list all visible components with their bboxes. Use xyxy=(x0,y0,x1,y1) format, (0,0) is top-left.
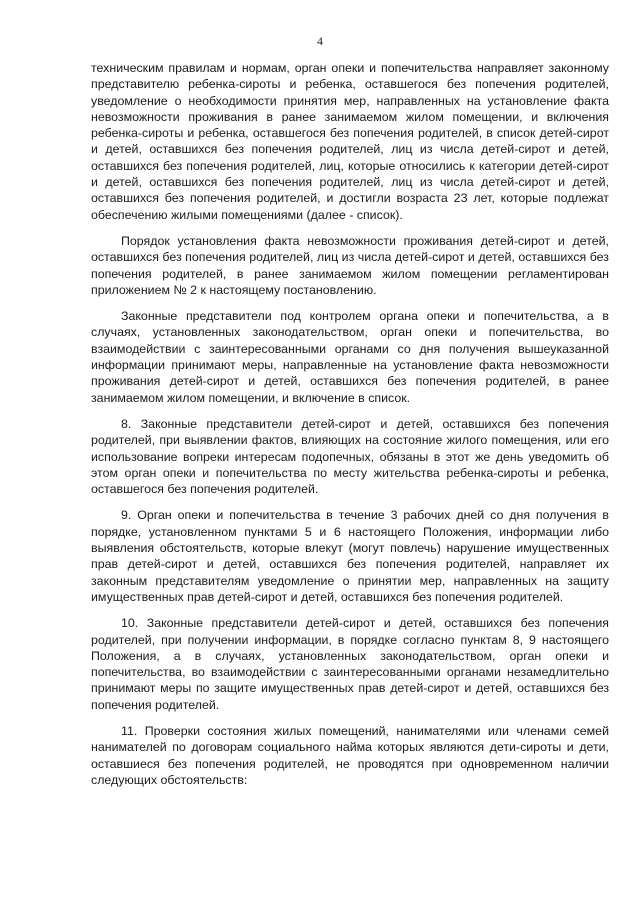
paragraph-item-10: 10. Законные представители детей-сирот и детей, оставшихся без попечения родителей, при получении информации, в порядке согласно пунктам 8, 9 настоящего Положения, а в случаях, установленных законодательством, орган опеки и попечительства, во взаимодействии с заинтересованными органами незамедлительно принимают меры по защите имущественных прав детей-сирот и детей, оставшихся без попечения родителей. xyxy=(91,616,609,712)
paragraph-procedure: Порядок установления факта невозможности проживания детей-сирот и детей, оставшихся без попечения родителей, лиц из числа детей-сирот и детей, оставшихся без попечения родителей, в ранее занимаемом жилом помещении регламентирован приложением № 2 к настоящему постановлению. xyxy=(91,233,609,297)
paragraph-item-11: 11. Проверки состояния жилых помещений, нанимателями или членами семей нанимателей по договорам социального найма которых являются дети-сироты и дети, оставшиеся без попечения родителей, не проводятся при одновременном наличии следующих обстоятельств: xyxy=(91,723,609,787)
paragraph-item-8: 8. Законные представители детей-сирот и детей, оставшихся без попечения родителей, при выявлении фактов, влияющих на состояние жилого помещения, или его использование вопреки интересам подопечных, обязаны в этот же день уведомить об этом орган опеки и попечительства по месту жительства ребенка-сироты и ребенка, оставшегося без попечения родителей. xyxy=(91,416,609,497)
paragraph-legal-representatives: Законные представители под контролем органа опеки и попечительства, а в случаях, установленных законодательством, орган опеки и попечительства, во взаимодействии с заинтересованными органами со дня получения вышеуказанной информации принимают меры, направленные на установление факта невозможности проживания детей-сирот и детей, оставшихся без попечения родителей, в ранее занимаемом жилом помещении, и включение в список. xyxy=(91,309,609,405)
page-number: 4 xyxy=(317,34,323,48)
document-body xyxy=(91,60,609,798)
paragraph-continuation: техническим правилам и нормам, орган опеки и попечительства направляет законному представителю ребенка-сироты и ребенка, оставшегося без попечения родителей, уведомление о необходимости принятия мер, направленных на установление факта невозможности проживания в ранее занимаемом жилом помещении, и включения ребенка-сироты и ребенка, оставшегося без попечения родителей, в список детей-сирот и детей, оставшихся без попечения родителей, лиц из числа детей-сирот и детей, оставшихся без попечения родителей, лиц, которые относились к категории детей-сирот и детей, оставшихся без попечения родителей, лиц из числа детей-сирот и детей, оставшихся без попечения родителей, и достигли возраста 23 лет, которые подлежат обеспечению жилыми помещениями (далее - список). xyxy=(91,61,609,222)
paragraph-item-9: 9. Орган опеки и попечительства в течение 3 рабочих дней со дня получения в порядке, установленном пунктами 5 и 6 настоящего Положения, информации либо выявления обстоятельств, которые влекут (могут повлечь) нарушение имущественных прав детей-сирот и детей, оставшихся без попечения родителей, направляет их законным представителям уведомление о принятии мер, направленных на защиту имущественных прав детей-сирот и детей, оставшихся без попечения родителей. xyxy=(91,508,609,604)
